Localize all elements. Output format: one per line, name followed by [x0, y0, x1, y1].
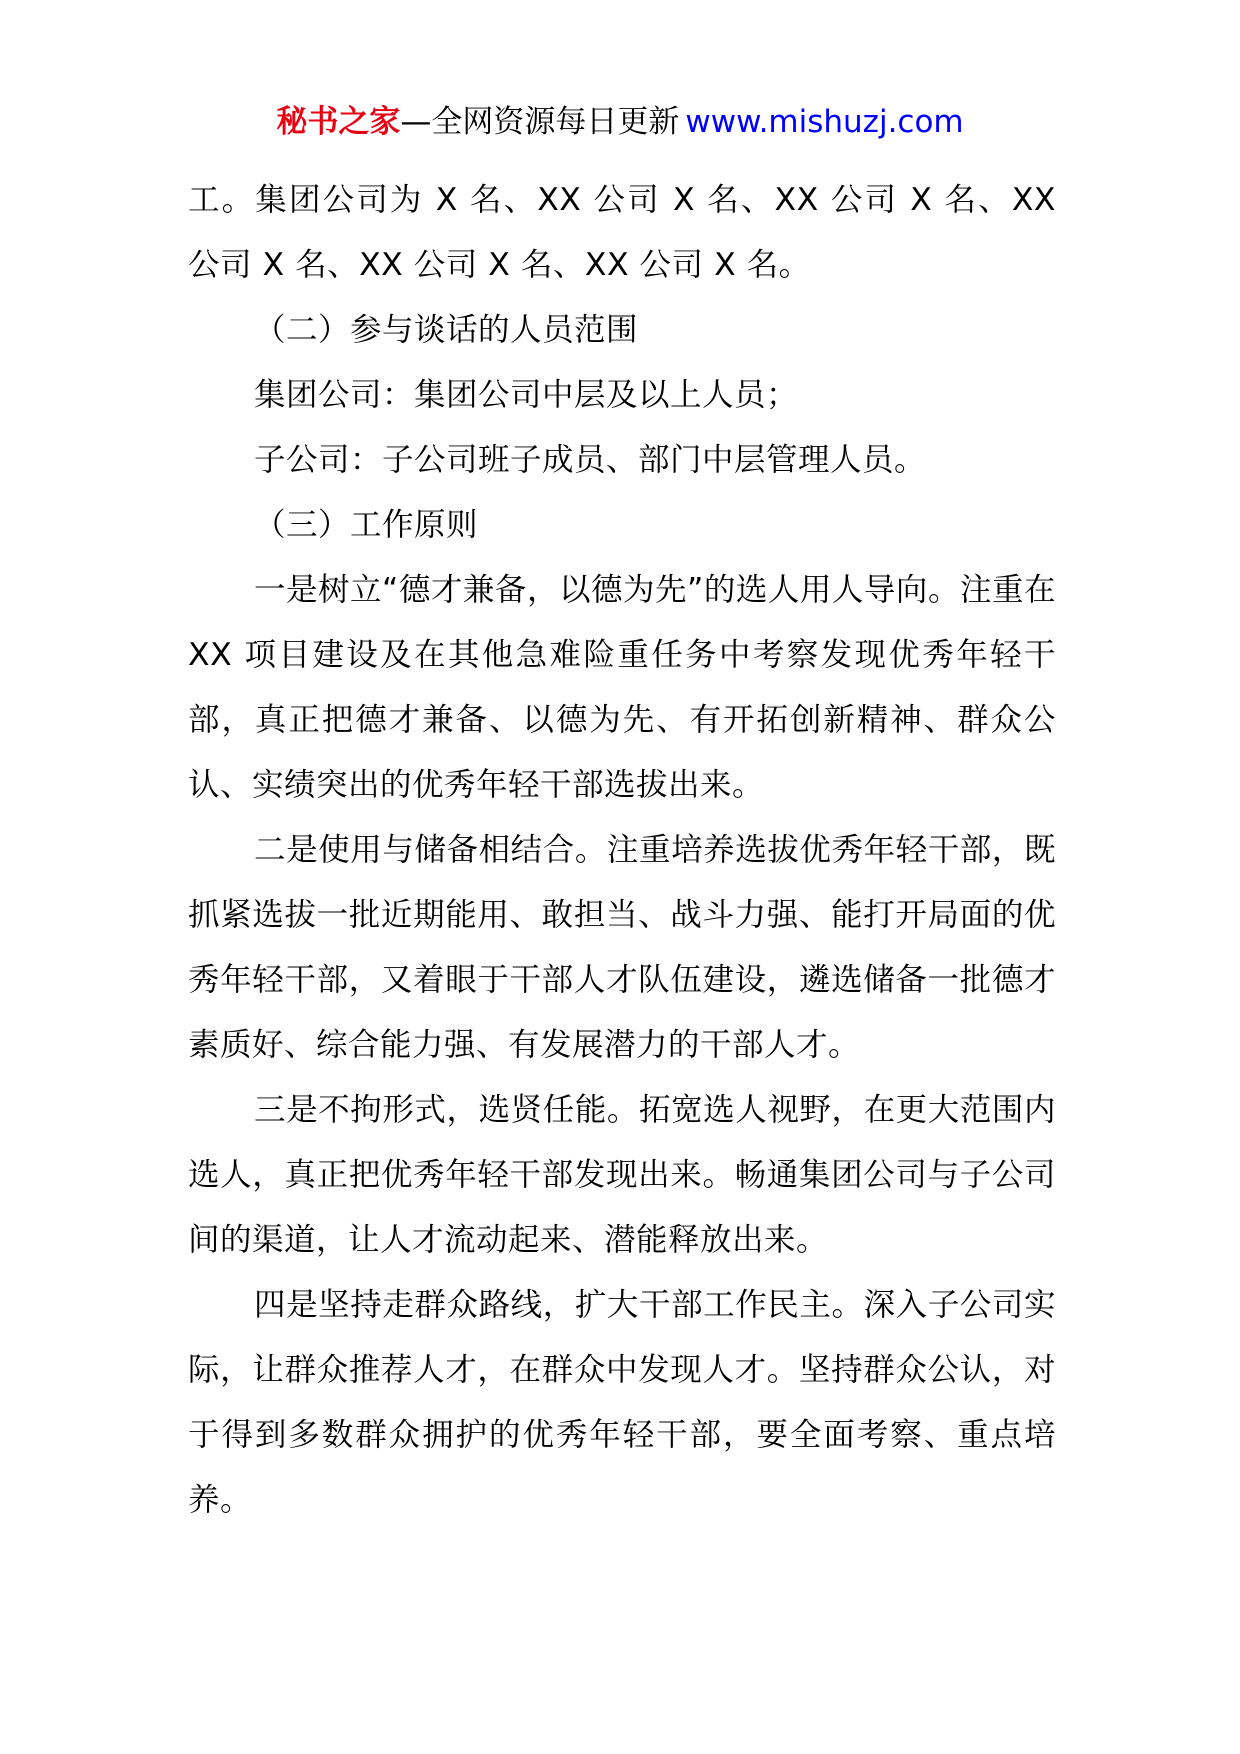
- paragraph-principle-4: 四是坚持走群众路线，扩大干部工作民主。深入子公司实际，让群众推荐人才，在群众中发现人才。坚持群众公认，对于得到多数群众拥护的优秀年轻干部，要全面考察、重点培养。: [188, 1287, 1056, 1518]
- paragraph-group-company: 集团公司：集团公司中层及以上人员；: [254, 377, 799, 413]
- paragraph-subsidiary: 子公司：子公司班子成员、部门中层管理人员。: [254, 442, 927, 478]
- paragraph-principle-3: 三是不拘形式，选贤任能。拓宽选人视野，在更大范围内选人，真正把优秀年轻干部发现出来。畅通集团公司与子公司间的渠道，让人才流动起来、潜能释放出来。: [188, 1092, 1056, 1258]
- document-body: [188, 168, 1056, 1533]
- header-slogan: —全网资源每日更新: [400, 104, 680, 140]
- paragraph-principle-1: 一是树立“德才兼备，以德为先”的选人用人导向。注重在 XX 项目建设及在其他急难险重任务中考察发现优秀年轻干部，真正把德才兼备、以德为先、有开拓创新精神、群众公认、实绩突出的优秀年轻干部选拔出来。: [188, 572, 1056, 803]
- section-heading-scope: （二）参与谈话的人员范围: [254, 312, 639, 348]
- paragraph-principle-2: 二是使用与储备相结合。注重培养选拔优秀年轻干部，既抓紧选拔一批近期能用、敢担当、战斗力强、能打开局面的优秀年轻干部，又着眼于干部人才队伍建设，遴选储备一批德才素质好、综合能力强、有发展潜力的干部人才。: [188, 832, 1056, 1063]
- site-url-link[interactable]: www.mishuzj.com: [685, 104, 964, 140]
- site-header: [0, 100, 1240, 144]
- brand-name: 秘书之家: [276, 104, 401, 140]
- paragraph-continuation: 工。集团公司为 X 名、XX 公司 X 名、XX 公司 X 名、XX 公司 X 名、XX 公司 X 名、XX 公司 X 名。: [188, 182, 1056, 283]
- section-heading-principles: （三）工作原则: [254, 507, 479, 543]
